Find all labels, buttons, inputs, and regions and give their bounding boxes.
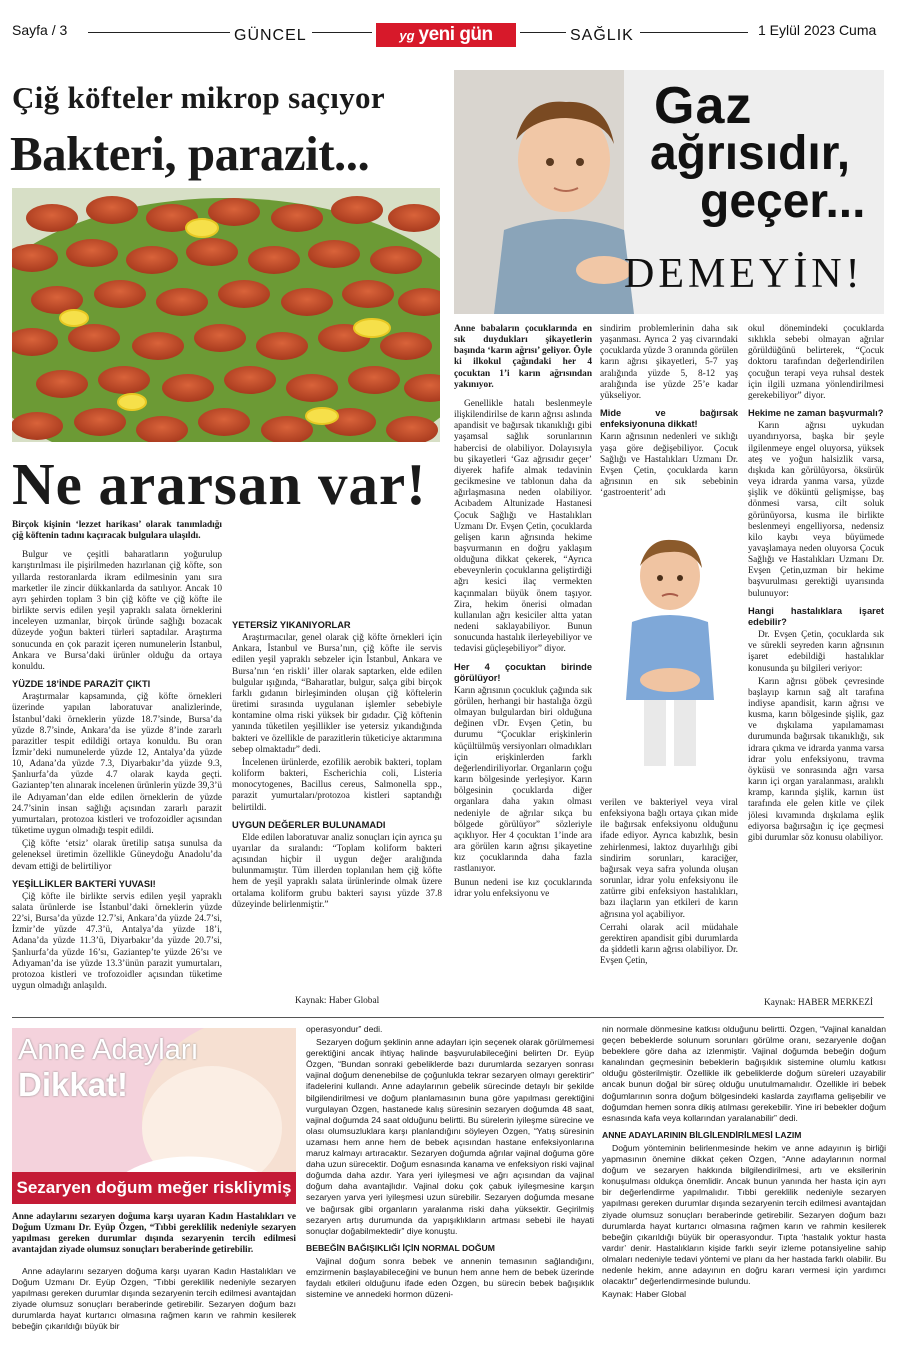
boy-photo-banner [454,70,884,314]
cig-kofte-photo [12,188,440,442]
article3-subhead: BEBEĞİN BAĞIŞIKLIĞI İÇİN NORMAL DOĞUM [306,1242,495,1253]
logo-mark: yg [399,27,415,43]
article2-para: sindirim problemlerinin daha sık yaşanması. Ayrıca 2 yaş civarındaki çocuklarda yüzde 3 oranında görülen karın ağrısı şikayetleri, 5-7 yaş aralığında yüzde 5, 8-12 yaş aralığında ise yüzde 25’e kadar yükseliyor. [600,324,738,401]
article3-para: nin normale dönmesine katkısı olduğunu belirtti. Özgen, “Vajinal kanaldan geçen bebeklerde solunum sorunları görülme oranı, sezaryenle doğan bebeklere göre daha az izlenmiştir. Vajinal doğumda bebeğin doğum kanalından geçmesinin bebeklerin bağışıklık sistemine olumlu katkısı olduğu gösterilmiştir. Özellikle ilk gebeliklerde doğum süreleri uzayabilir ancak bunun doğal bir süreç olduğu unutulmamalıdır. Özellikle iri bebek doğumlarının sonra doğum bölgesindeki kaslarda zayıflama gelişebilir ve doğumdan hemen sonra dikiş atılması gerekebilir. Yine iri bebekler doğum esnasında kafa veya kollarından yaralanabilir” dedi. [602,1024,886,1123]
issue-date: 1 Eylül 2023 Cuma [758,22,877,38]
article2-para: Dr. Evşen Çetin, çocuklarda sık ve sürekli seyreden karın ağrısının işaret edebildiği hastalıklar konusunda şu bilgileri veriyor: [748,630,884,674]
article1-subhead: UYGUN DEĞERLER BULUNAMADI [232,819,386,830]
article1-para: Araştırmalar kapsamında, çiğ köfte örnekleri üzerinde yapılan laboratuvar analizlerinde, İstanbul’daki örneklerin yüzde 18.7’sinde, Bursa’da yüzde 8.7’sinde, Ankara’da ise yüzde 8’inde zararlı parazitler tespit edildiği ortaya konuldu. Bu oran İzmir’deki numunelerde yüzde 12, Antalya’da yüzde 10, Adana’da yüzde 7.3, Diyarbakır’da yüzde 9.3, Şanlıurfa’da yüzde 4.7 olarak kayda geçti. Gaziantep’ten alınarak incelenen ürünlerin yüzde 39,3’ü ile Adıyaman’dan elde edilen örneklerin de yüzde 24.7’sinin insan sağlığı açısından zararlı parazit yumurtaları, protozoa kistleri ve trofozoidler açısından tüketime uygun olmadığı tespit edildi. [12,692,222,837]
article2-para: Genellikle hatalı beslenmeyle ilişkilendirilse de karın ağrısı aslında apandisit ve bağırsak tıkanıklığı gibi yaşamsal sağlık sorunlarının habercisi de olabiliyor. Dolayısıyla bu şikayetleri ‘Gaz ağrısıdır geçer’ diyerek hafife almak tedavinin gecikmesine ve tablonun daha da ağırlaşmasına neden olabiliyor. Acıbadem Altunizade Hastanesi Çocuk Sağlığı ve Hastalıkları Uzmanı Dr. Evşen Çetin, çocuklarda gelişen karın ağrısında hekime başvurmanın en doğru yaklaşım olduğuna dikkat çekerek, “Ayrıca ebeveynlerin çocuklarına geliştirdiği ağrı kesici ilaç vermekten kaçınmaları büyük önem taşıyor. Zira, hekim önerisi olmadan kullanılan ağrı kesiciler altta yatan nedeni saklayabiliyor. Bunun sonucunda hastalık ilerleyebiliyor ve tedavisi güçleşebiliyor” diyor. [454,398,592,655]
article2-para: okul dönemindeki çocuklarda sıklıkla sebebi olmayan ağrılar görüldüğünü belirterek, “Çocuk doktoru tarafından değerlendirilen çocuğun terapi veya ruhsal destek için ilgili uzmana yönlendirilmesi gerekebiliyor” diyor. [748,324,884,401]
section-right: SAĞLIK [570,27,634,44]
article2-subhead: Mide ve bağırsak enfeksiyonuna dikkat! [600,408,738,430]
article2-col2-top [600,324,738,524]
article2-subhead: Hangi hastalıklara işaret edebilir? [748,605,884,627]
article2-para: Cerrahi olarak acil müdahale gerektiren apandisit gibi durumlarda da şiddetli karın ağrısı olabiliyor. Dr. Evşen Çetin, [600,922,738,967]
article2-para: Karın ağrısı uykudan uyandırıyorsa, başka bir şeyle ilgilenmeye engel oluyorsa, yüksek ateş ve yoğun halsizlik varsa, dışkıda kan görülüyorsa, öksürük veya idrarda yanma varsa, yüzde şişlik ve döküntü gelişmişse, baş dönmesi varsa, cilt soluk görünüyorsa, kusma ile birlikte beslenmeyi engelliyorsa, nedensiz kilo kaybı veya büyümede yavaşlamaya neden oluyorsa Çocuk Sağlığı ve Hastalıkları Uzmanı Dr. Evşen Çetin,uzman bir hekime başvurulması gerektiği uyarısında bulunuyor: [748,421,884,599]
article1-source: Kaynak: Haber Global [295,996,380,1006]
article2-para: Karın ağrısının çocukluk çağında sık görülen, herhangi bir hastalığa özgü olmayan bulgulardan biri olduğuna değinen vDr. Evşen Çetin, bu durumu “Çocuklar erişkinlerin küçültülmüş versiyonları olmadıkları için erişkinlerden farklı değerlendiriliyorlar. Organların çoğu karın bölgesinde yerleşiyor. Karın bölgesinin çocuklarda diğer organlara daha yakın olması nedeniyle de ağrılar sıkça bu bölgede görülüyor” sözleriyle açıklıyor. Her 4 çocuktan 1’inde ara ara görülen karın ağrısı şikayetine kız çocuklarında daha fazla rastlanıyor. [454,685,592,875]
banner-line1: Anne Adayları [18,1034,199,1066]
header-rule-right [640,32,748,33]
article3-lead: Anne adaylarını sezaryen doğuma karşı uyaran Kadın Hastalıkları ve Doğum Uzmanı Dr. Eyüp Özgen, “Tıbbi gereklilik nedeniyle sezaryen yapılması gereken durumlar dışında sezaryenin tercih edilmesi avantajdan ziyade olumsuz sonuçları beraberinde getirebilir. [12,1212,296,1255]
article1-para: Araştırmacılar, genel olarak çiğ köfte örnekleri için Ankara, İstanbul ve Bursa’nın, çiğ köfte ile servis edilen yeşil yapraklı sebzeler için İstanbul, Ankara ve Bursa’nın ‘en riskli’ iller olarak saptarken, elde edilen bulgular ışığında, “Baharatlar, bulgur, salça gibi birçok farklı gıdanın birleşiminden oluşan çiğ köftelerin üretimi sırasında uygulanan işlemler sebebiyle kontamine olma riski yüksek bir gıdadır. Çiğ köftenin yanında tüketilen yeşillikler ise yetersiz yıkandığında bakteri ve özellikle de parazitlerin tüketiciye aktarımına sebep olmaktadır” dedi. [232,633,442,755]
header-rule-mid-left [312,32,372,33]
article1-para: Çiğ köfte ‘etsiz’ olarak üretilip satışa sunulsa da geleneksel üretimin özellikle Güneydoğu Anadolu’da devam ettiği de belirtiliyor [12,839,222,872]
article2-title-line1: Gaz [654,77,753,135]
headline: Bakteri, parazit... [10,126,370,181]
article2-title-line3: geçer... [700,175,866,228]
article2-para: verilen ve bakteriyel veya viral enfeksiyona bağlı ortaya çıkan mide ile bağırsak enfeksiyonu olduğunu ifade ediyor. Ayrıca kabızlık, besin zehirlenmesi, laktoz duyarlılığı gibi sindirim sorunları, karaciğer, bağırsak veya safra yolunda oluşan sorunlar, idrar yolu enfeksiyonu ile zatürre gibi enfeksiyon hastalıkları, bazı ilaçların yan etkileri de karın ağrısına yol açabiliyor. [600,798,738,920]
article2-subhead: Hekime ne zaman başvurmalı? [748,408,884,419]
article3-source: Kaynak: Haber Global [602,1289,687,1300]
article1-subhead: YEŞİLLİKLER BAKTERİ YUVASI! [12,878,156,889]
child-stomach-photo [604,530,736,772]
article3-para: operasyondur” dedi. [306,1024,383,1034]
article1-subhead: YETERSİZ YIKANIYORLAR [232,620,351,630]
section-divider [12,1017,884,1018]
article2-title-line4: DEMEYİN! [624,251,864,297]
article1-col2 [232,520,442,990]
article1-para: Bulgur ve çeşitli baharatların yoğurulup karıştırılması ile pişirilmeden hazırlanan çiğ köfte, son yıllarda restoranlarda ikram edilmesinin yanı sıra marketler ile zincir dükkanlarda da satılıyor. Ancak 10 ayrı şehirden toplam 3 bin çiğ köfte ve çiğ köfte ile birlikte servis edilen yeşil yapraklı salata örneklerini inceleyen uzmanlar, birçok üründe sağlığı bozacak düzeyde yoğun bakteri türleri saptadılar. Araştırma sonucunda en çok parazit içeren numunelerin İstanbul, Ankara ve Bursa’daki ürünler olduğu da ortaya konuldu. [12,550,222,672]
article1-subhead: YÜZDE 18’İNDE PARAZİT ÇIKTI [12,679,151,690]
article2-para: Karın ağrısı göbek çevresinde başlayıp karnın sağ alt tarafına indiyse apandisit, karın ağrısı ve kusma, karın bölgesinde şişlik, gaz ve dışkılama yapılamaması durumunda bağırsak tıkanıklığı, sık idrara çıkma ve idrarda yanma varsa idrar yolu enfeksiyonu, travma öyküsü ve sonrasında ağrı varsa karın içi organ yaralanması, aralıklı kramp, karında şişlik, karnın üst tarafında ele gelen kitle ve çilek jölesi kıvamında dışkılama eşlik ediyorsa bağırsağın iç içe geçmesi gibi durumlar söz konusu olabiliyor. [748,676,884,843]
article3-para: Sezaryen doğum şeklinin anne adayları için seçenek olarak görülmemesi gerektiğini ancak ihtiyaç halinde başvurulabileceğini belirten Dr. Eyüp Özgen, “Bundan sonraki gebeliklerde bazı durumlarda sezaryen sonrası vajinal doğum denenebilse de çoğunlukla tekrar sezaryen olmayı gerektirir” ifadelerini kullandı. Anne adaylarının gebelik sürecinde detaylı bir şekilde bilgilendirilmesi ve doğum planlamasının buna göre yapılması gerektiğini vurgulayan Özgen, hastanede kalış süresinin sezaryen doğumda 48 saat, vajinal doğumda 24 saat olduğunu belirtti. Bu sürelerin iyileşme sürecine ve olası olumsuzluklara karşı planlandığını söyleyen Özgen, “Yatış süresinin uzaması hem anne hem de bebek açısından hastane enfeksiyonlarına maruz kalmayı artıracaktır. Sezaryen doğumda ağrılar vajinal doğuma göre daha uzun sürecektir. Doğum esnasında kanama ve enfeksiyon riski vajinal doğumda daha azdır. Yara yeri iyileşmesi ve ağrı açısından da vajinal doğum daha avantajlıdır. Vajinal doku çok çabuk iyileşmesine karşın sezaryen yarva yeri iyileşmesi uzun sürebilir. Sezaryen doğumda mesane ve bağırsak gibi organların yaralanma riski daha yüksektir. Geçirilmiş sezaryen artış durumunda da yapışıklıkların artması sebebi ile hayati sonuçlar doğabilmektedir” diye konuştu. [306,1037,594,1236]
banner-subtitle: Sezaryen doğum meğer riskliymiş [12,1172,296,1204]
article3-para: Vajinal doğum sonra bebek ve annenin temasının sağlandığını, emzirmenin başlayabileceğini ve bunun hem anne hem de bebek üzerinde faydalı etkileri olduğunu ifade eden Özgen, bu sürecin bebek bağışıklık sistemine ve annedeki hormon düzeni- [306,1255,594,1300]
big-headline: Ne ararsan var! [12,451,427,517]
article2-lead: Anne babaların çocuklarında en sık duydukları şikayetlerin başında ‘karın ağrısı’ geliyor. Öyle ki ilkokul çağındaki her 4 çocuktan 1’i karın ağrısından yakınıyor. [454,324,592,390]
article1-lead: Birçok kişinin ‘lezzet harikası’ olarak tanımladığı çiğ köftenin tadını kaçıracak bulgulara ulaşıldı. [12,520,222,542]
page-number: Sayfa / 3 [12,22,68,38]
pregnancy-banner [12,1028,296,1204]
article2-source: Kaynak: HABER MERKEZİ [764,998,873,1008]
section-left: GÜNCEL [234,27,307,44]
article3-col1 [12,1212,296,1362]
article1-para: İncelenen ürünlerde, ezofilik aerobik bakteri, toplam koliform bakteri, Escherichia coli, Listeria monocytogenes, Bacillus cereus, Salmonella spp., parazit yumurtaları/protozoa kistleri saptandığı belirtildi. [232,757,442,813]
article3-col3 [602,1024,886,1364]
logo-text: yeni gün [418,24,493,45]
article3-subhead: ANNE ADAYLARININ BİLGİLENDİRİLMESİ LAZIM [602,1129,802,1140]
article2-para: Bunun nedeni ise kız çocuklarında idrar yolu enfeksiyonu ve [454,877,592,899]
article1-col1 [12,520,222,1012]
article2-para: Karın ağrısının nedenleri ve sıklığı yaşa göre değişebiliyor. Çocuk Sağlığı ve Hastalıkları Uzmanı Dr. Evşen Çetin, çocuklarda karın ağrısının en sık sebebinin ‘gastroenterit’ adı [600,432,738,499]
banner-line2: Dikkat! [18,1066,129,1103]
article2-title-line2: ağrısıdır, [650,127,851,180]
logo[interactable] [376,23,516,47]
article1-para: Elde edilen laboratuvar analiz sonuçları için ayrıca şu uyarılar da sıralandı: “Toplam koliform bakteri açısından hiçbir il uygun değer aralığında bulunmamıştır. Tüm illerden toplanılan hem çiğ köfte hem de yeşil yapraklı salata ürünlerinde olmak üzere ortalama koliform grubu bakteri sayısı yüzde 37.8 düzeyinde belirlenmiştir.” [232,832,442,910]
article2-col1 [454,324,592,1012]
article2-subhead: Her 4 çocuktan birinde görülüyor! [454,661,592,683]
kicker: Çiğ kö⁠fteler mikrop saçıyor [12,80,385,115]
article1-para: Çiğ köfte ile birlikte servis edilen yeşil yapraklı salata ürünlerde ise İstanbul’daki örneklerin yüzde 22’si, Bursa’da yüzde 12.7’si, Ankara’da yüzde 24.7’si, İzmir’de yüzde 47.3’ü, Antalya’da yüzde 18’i, Adana’da yüzde 11.3’ü, Diyarbakır’da yüzde 20.7’si, Şanlıurfa’da yüzde 16’sı, Gaziantep’te yüzde 26’sı ve Adıyaman’da ise yüzde 13.3’ünün parazit yumurtaları, protozoa kistleri ve trofozoidler açısından tüketime uygun olmadığı anlaşıldı. [12,891,222,992]
article3-col2 [306,1024,594,1364]
article2-col3 [748,324,884,1000]
article3-para: Doğum yönteminin belirlenmesinde hekim ve anne adayının iş birliği yapmasının önemine dikkat çeken Özgen, “Anne adaylarının normal doğum ve sezaryen hakkında bilgilendirilmesi, artı ve eksilerinin konuşulması oldukça önemlidir. Ancak bunun yanında her hasta için ayrı bir değerlendirme yapılmalıdır. Tıbbi gereklilik nedeniyle sezaryen yapılması gereken durumlar dışında sezaryenin tercih edilmesi avantajdan ziyade olumsuz sonuçları beraberinde getirebilir. Sezaryen doğum bazı durumlarda hayat kurtarıcı olmasına rağmen karın ve rahmin kesilerek bebeğin çıkarıldığı büyük bir operasyondur. Tıpta ‘hastalık yoktur hasta vardır’ denir. Hastalıkların kişide farklı seyir izleme potansiyeline sahip olmaları nedeniyle tedavi yöntemi ve planı da her hastada farklı olabilir. Bu nedenle hekim, anne adayının en doğru kararı vermesi için yardımcı olacaktır” değerlendirmesinde bulundu. [602,1142,886,1287]
article2-col2-bottom [600,798,738,1014]
article3-para: Anne adaylarını sezaryen doğuma karşı uyaran Kadın Hastalıkları ve Doğum Uzmanı Dr. Eyüp Özgen, “Tıbbi gereklilik nedeniyle sezaryen yapılması gereken durumlar dışında sezaryenin tercih edilmesi avantajdan ziyade olumsuz sonuçları beraberinde getirebilir. Sezaryen doğum bazı durumlarda hayat kurtarıcı olmasına rağmen karın ve rahmin kesilerek bebeğin çıkarıldığı büyük bir [12,1266,296,1332]
header-rule-mid-right [520,32,566,33]
header-rule-left [88,32,230,33]
